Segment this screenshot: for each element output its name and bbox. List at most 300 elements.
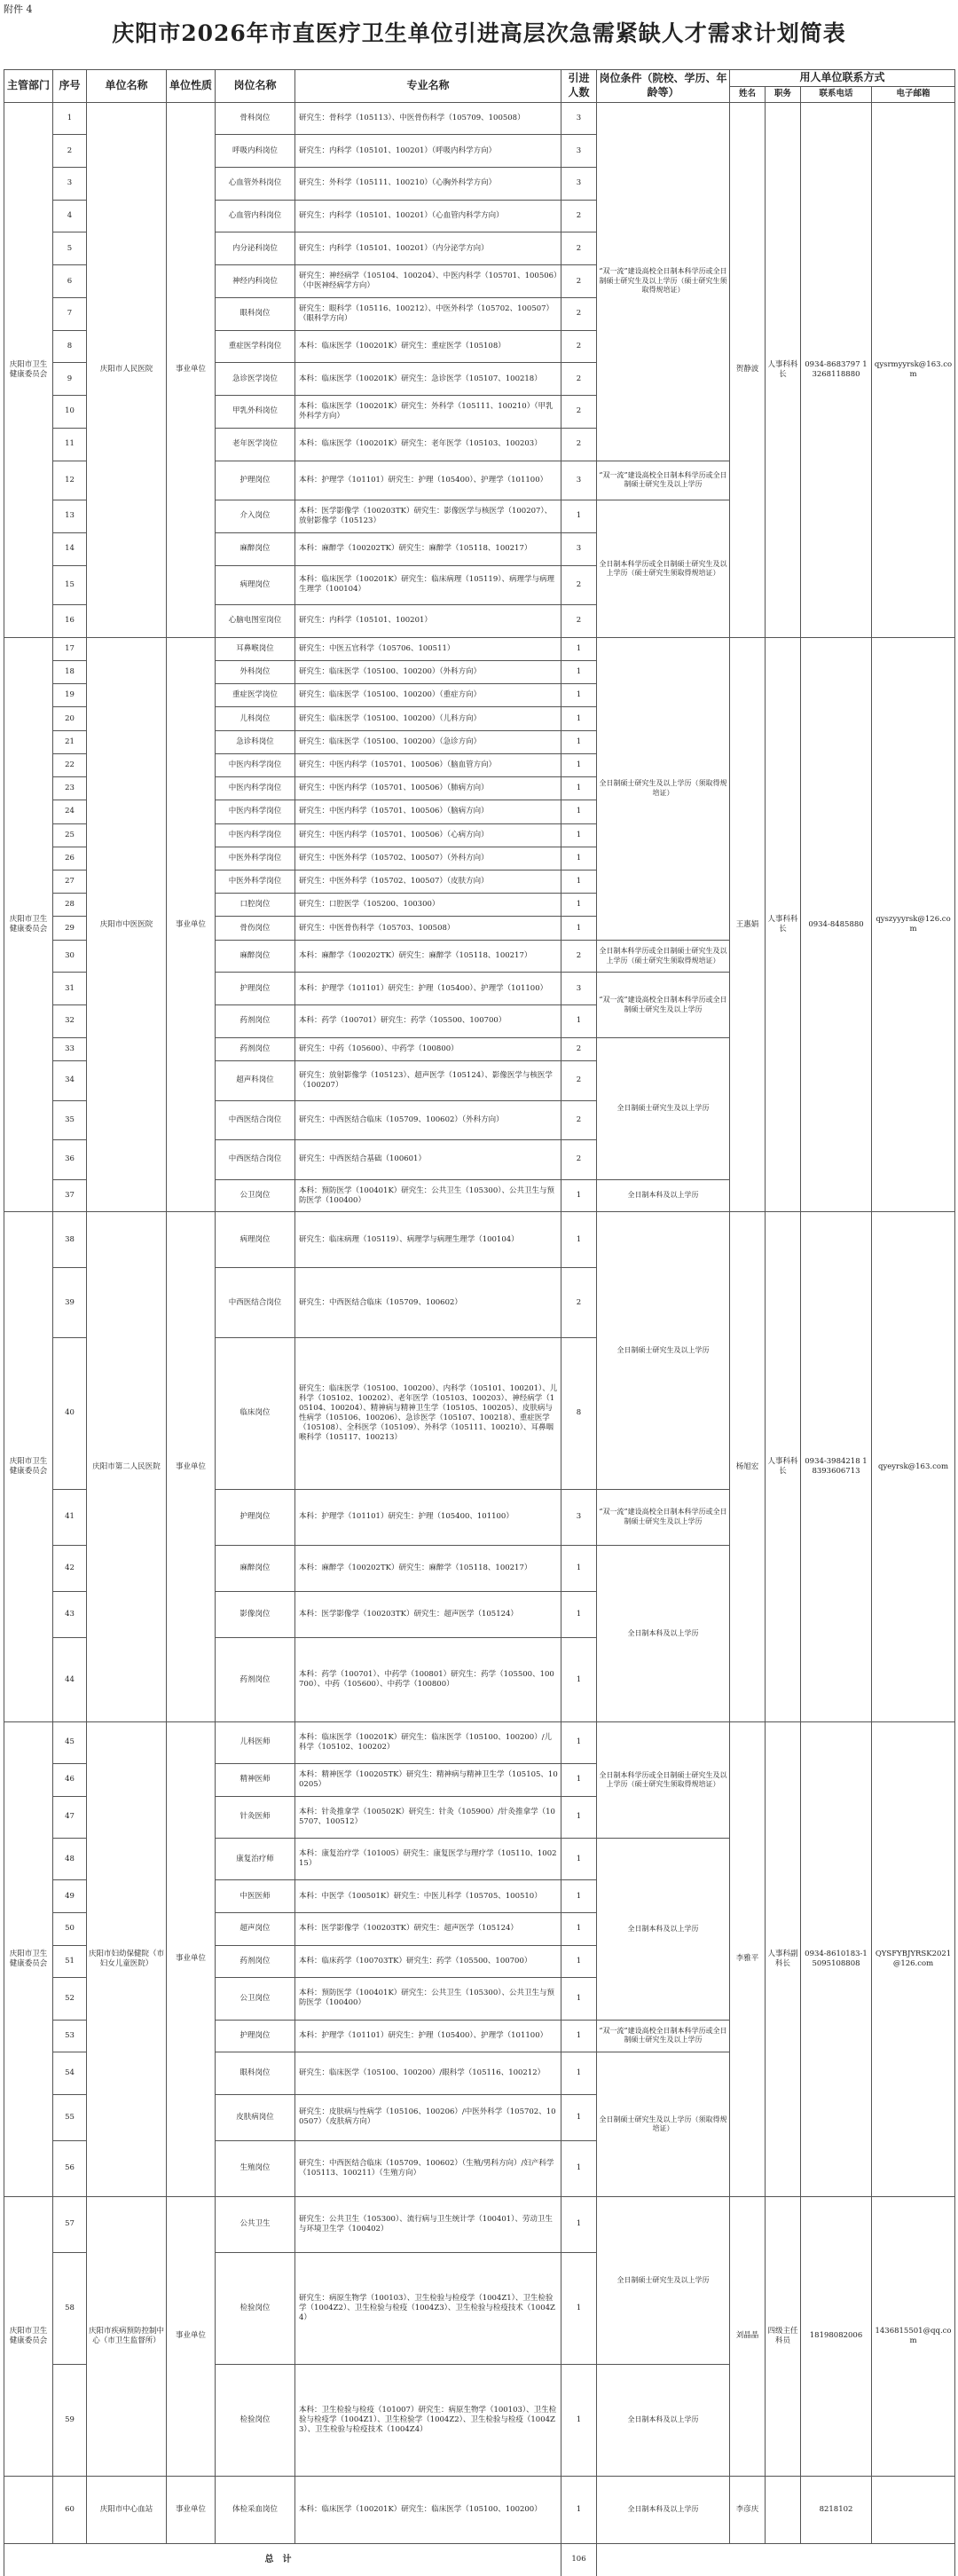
post-cell: 检验岗位 [216,2364,295,2476]
specialty-cell: 研究生：中西医结合临床（105709、100602）（生殖/男科方向）/妇产科学（105113、100211）（生殖方向） [295,2140,561,2196]
count-cell: 3 [561,102,597,135]
seq-cell: 4 [53,200,87,232]
unit-cell: 庆阳市疾病预防控制中心（市卫生监督所） [87,2196,167,2476]
seq-cell: 26 [53,847,87,870]
specialty-cell: 本科：临床医学（100201K）研究生：临床病理（105119）、病理学与病理生理学（100104） [295,565,561,605]
post-cell: 针灸医师 [216,1796,295,1838]
post-cell: 中医外科学岗位 [216,847,295,870]
specialty-cell: 本科：预防医学（100401K）研究生：公共卫生（105300）、公共卫生与预防医学（100400） [295,1179,561,1212]
count-cell: 1 [561,661,597,684]
specialty-cell: 本科：临床药学（100703TK）研究生：药学（105500、100700） [295,1945,561,1978]
count-cell: 1 [561,1912,597,1945]
specialty-cell: 本科：麻醉学（100202TK）研究生：麻醉学（105118、100217） [295,1545,561,1591]
header-contact-group: 用人单位联系方式 [730,70,955,87]
seq-cell: 30 [53,940,87,973]
post-cell: 中医医师 [216,1880,295,1913]
annex-label: 附件 4 [4,4,33,15]
dept-cell: 庆阳市卫生健康委员会 [4,2196,53,2476]
seq-cell: 31 [53,973,87,1005]
post-cell: 超声岗位 [216,1912,295,1945]
specialty-cell: 研究生：内科学（105101、100201） [295,605,561,638]
specialty-cell: 研究生：临床医学（105100、100200）、内科学（105101、100201）、儿科学（105102、100202）、老年医学（105103、100203）、神经病学（105104、100204）、精神病与精神卫生学（105105、100205）、皮肤病与性病学（105106、100206）、急诊医学（105107、100218）、重症医学（105108）、全科医学（105109）、外科学（105111、100210）、耳鼻咽喉科学（105117、100213） [295,1338,561,1490]
specialty-cell: 本科：麻醉学（100202TK）研究生：麻醉学（105118、100217） [295,940,561,973]
post-cell: 心血管内科岗位 [216,200,295,232]
seq-cell: 3 [53,168,87,201]
contact-email-cell: qysrmyyrsk@163.com [872,102,955,637]
post-cell: 体检采血岗位 [216,2476,295,2543]
unit-cell: 庆阳市中心血站 [87,2476,167,2543]
count-cell: 1 [561,2052,597,2094]
post-cell: 心血管外科岗位 [216,168,295,201]
count-cell: 2 [561,940,597,973]
count-cell: 1 [561,2094,597,2140]
seq-cell: 38 [53,1212,87,1268]
post-cell: 中西医结合岗位 [216,1268,295,1338]
conditions-cell: 全日制本科学历或全日制硕士研究生及以上学历（硕士研究生须取得规培证） [597,500,730,638]
count-cell: 1 [561,1545,597,1591]
specialty-cell: 本科：针灸推拿学（100502K）研究生：针灸（105900）/针灸推拿学（105707、100512） [295,1796,561,1838]
post-cell: 骨伤岗位 [216,917,295,940]
header-conditions: 岗位条件（院校、学历、年龄等） [597,70,730,103]
count-cell: 1 [561,730,597,753]
count-cell: 2 [561,200,597,232]
count-cell: 3 [561,973,597,1005]
specialty-cell: 研究生：临床医学（105100、100200）（儿科方向） [295,707,561,730]
count-cell: 2 [561,363,597,396]
specialty-cell: 研究生：中药（105600）、中药学（100800） [295,1037,561,1060]
post-cell: 护理岗位 [216,461,295,500]
post-cell: 中医内科学岗位 [216,823,295,847]
post-cell: 急诊医学岗位 [216,363,295,396]
seq-cell: 28 [53,894,87,917]
conditions-cell: 全日制硕士研究生及以上学历（须取得规培证） [597,2052,730,2197]
dept-cell: 庆阳市卫生健康委员会 [4,637,53,1212]
seq-cell: 55 [53,2094,87,2140]
specialty-cell: 本科：临床医学（100201K）研究生：老年医学（105103、100203） [295,428,561,461]
seq-cell: 57 [53,2196,87,2252]
post-cell: 皮肤病岗位 [216,2094,295,2140]
specialty-cell: 研究生：临床病理（105119）、病理学与病理生理学（100104） [295,1212,561,1268]
table-row [4,2476,955,2543]
count-cell: 1 [561,1212,597,1268]
seq-cell: 51 [53,1945,87,1978]
count-cell: 2 [561,1100,597,1140]
specialty-cell: 研究生：骨科学（105113）、中医骨伤科学（105709、100508） [295,102,561,135]
seq-cell: 42 [53,1545,87,1591]
seq-cell: 16 [53,605,87,638]
specialty-cell: 本科：医学影像学（100203TK）研究生：超声医学（105124） [295,1592,561,1638]
post-cell: 检验岗位 [216,2252,295,2364]
post-cell: 麻醉岗位 [216,940,295,973]
unit-cell: 庆阳市第二人民医院 [87,1212,167,1721]
count-cell: 2 [561,428,597,461]
post-cell: 重症医学科岗位 [216,330,295,363]
seq-cell: 24 [53,800,87,823]
post-cell: 病理岗位 [216,565,295,605]
seq-cell: 37 [53,1179,87,1212]
seq-cell: 15 [53,565,87,605]
conditions-cell: “双一流”建设高校全日制本科学历或全日制硕士研究生及以上学历（硕士研究生须取得规培证） [597,102,730,461]
seq-cell: 49 [53,1880,87,1913]
header-contact-title: 职务 [766,86,801,102]
count-cell: 2 [561,565,597,605]
specialty-cell: 研究生：中西医结合临床（105709、100602）（外科方向） [295,1100,561,1140]
conditions-cell: “双一流”建设高校全日制本科学历或全日制硕士研究生及以上学历 [597,461,730,500]
specialty-cell: 本科：预防医学（100401K）研究生：公共卫生（105300）、公共卫生与预防医学（100400） [295,1978,561,2020]
specialty-cell: 本科：药学（100701）、中药学（100801）研究生：药学（105500、100700）、中药（105600）、中药学（100800） [295,1638,561,1721]
specialty-cell: 本科：护理学（101101）研究生：护理（105400）、护理学（101100） [295,2020,561,2052]
post-cell: 药剂岗位 [216,1037,295,1060]
conditions-cell: 全日制硕士研究生及以上学历 [597,1212,730,1489]
post-cell: 神经内科岗位 [216,265,295,298]
header-post: 岗位名称 [216,70,295,103]
post-cell: 眼科岗位 [216,297,295,330]
count-cell: 1 [561,637,597,660]
seq-cell: 36 [53,1140,87,1180]
specialty-cell: 研究生：中医内科学（105701、100506）（脑血管方向） [295,753,561,776]
post-cell: 药剂岗位 [216,1638,295,1721]
contact-name-cell: 李彦庆 [730,2476,766,2543]
post-cell: 内分泌科岗位 [216,232,295,265]
specialty-cell: 本科：临床医学（100201K）研究生：重症医学（105108） [295,330,561,363]
post-cell: 中西医结合岗位 [216,1100,295,1140]
contact-name-cell: 刘晶晶 [730,2196,766,2476]
specialty-cell: 研究生：中医骨伤科学（105703、100508） [295,917,561,940]
count-cell: 1 [561,684,597,707]
specialty-cell: 本科：麻醉学（100202TK）研究生：麻醉学（105118、100217） [295,532,561,565]
count-cell: 1 [561,1764,597,1797]
seq-cell: 12 [53,461,87,500]
specialty-cell: 研究生：中医五官科学（105706、100511） [295,637,561,660]
post-cell: 药剂岗位 [216,1005,295,1038]
seq-cell: 17 [53,637,87,660]
specialty-cell: 研究生：临床医学（105100、100200）/眼科学（105116、100212） [295,2052,561,2094]
specialty-cell: 本科：护理学（101101）研究生：护理（105400）、护理学（101100） [295,973,561,1005]
seq-cell: 18 [53,661,87,684]
nature-cell: 事业单位 [167,102,216,637]
dept-cell [4,2476,53,2543]
seq-cell: 22 [53,753,87,776]
post-cell: 儿科医师 [216,1721,295,1763]
seq-cell: 8 [53,330,87,363]
contact-phone-cell: 0934-8610183-15095108808 [801,1721,872,2196]
table-header [4,70,955,103]
specialty-cell: 研究生：临床医学（105100、100200）（重症方向） [295,684,561,707]
count-cell: 2 [561,330,597,363]
post-cell: 精神医师 [216,1764,295,1797]
specialty-cell: 本科：医学影像学（100203TK）研究生：影像医学与核医学（100207）、放射影像学（105123） [295,500,561,533]
count-cell: 1 [561,2476,597,2543]
count-cell: 1 [561,707,597,730]
post-cell: 外科岗位 [216,661,295,684]
seq-cell: 25 [53,823,87,847]
count-cell: 1 [561,2252,597,2364]
total-blank [597,2543,955,2576]
post-cell: 中医内科学岗位 [216,777,295,800]
contact-phone-cell: 18198082006 [801,2196,872,2476]
count-cell: 1 [561,1638,597,1721]
specialty-cell: 研究生：中医外科学（105702、100507）（外科方向） [295,847,561,870]
count-cell: 8 [561,1338,597,1490]
conditions-cell: “双一流”建设高校全日制本科学历或全日制硕士研究生及以上学历 [597,973,730,1037]
conditions-cell: 全日制本科及以上学历 [597,1839,730,2021]
post-cell: 康复治疗师 [216,1839,295,1880]
seq-cell: 33 [53,1037,87,1060]
conditions-cell: 全日制本科学历或全日制硕士研究生及以上学历（硕士研究生须取得规培证） [597,1721,730,1838]
post-cell: 公卫岗位 [216,1179,295,1212]
count-cell: 2 [561,605,597,638]
post-cell: 药剂岗位 [216,1945,295,1978]
seq-cell: 19 [53,684,87,707]
post-cell: 呼吸内科岗位 [216,135,295,168]
post-cell: 影像岗位 [216,1592,295,1638]
seq-cell: 29 [53,917,87,940]
specialty-cell: 本科：卫生检验与检疫（101007）研究生：病原生物学（100103）、卫生检验与检疫学（1004Z1）、卫生检验学（1004Z2）、卫生检验与检疫（1004Z3）、卫生检验与检疫技术（1004Z4） [295,2364,561,2476]
contact-email-cell: QYSFYBJYRSK2021@126.com [872,1721,955,2196]
seq-cell: 10 [53,396,87,429]
conditions-cell: 全日制硕士研究生及以上学历 [597,1037,730,1179]
count-cell: 1 [561,1978,597,2020]
count-cell: 3 [561,1489,597,1545]
contact-phone-cell: 8218102 [801,2476,872,2543]
specialty-cell: 本科：医学影像学（100203TK）研究生：超声医学（105124） [295,1912,561,1945]
table-body [4,102,955,2576]
count-cell: 2 [561,1140,597,1180]
specialty-cell: 研究生：病原生物学（100103）、卫生检验与检疫学（1004Z1）、卫生检验学（1004Z2）、卫生检验与检疫（1004Z3）、卫生检验与检疫技术（1004Z4） [295,2252,561,2364]
total-count: 106 [561,2543,597,2576]
count-cell: 1 [561,753,597,776]
header-contact-email: 电子邮箱 [872,86,955,102]
seq-cell: 43 [53,1592,87,1638]
specialty-cell: 本科：中医学（100501K）研究生：中医儿科学（105705、100510） [295,1880,561,1913]
count-cell: 2 [561,232,597,265]
specialty-cell: 本科：康复治疗学（101005）研究生：康复医学与理疗学（105110、100215） [295,1839,561,1880]
header-nature: 单位性质 [167,70,216,103]
contact-name-cell: 贺静波 [730,102,766,637]
contact-title-cell [766,2476,801,2543]
table-row [4,637,955,660]
seq-cell: 54 [53,2052,87,2094]
dept-cell: 庆阳市卫生健康委员会 [4,102,53,637]
nature-cell: 事业单位 [167,1212,216,1721]
specialty-cell: 本科：药学（100701）研究生：药学（105500、100700） [295,1005,561,1038]
specialty-cell: 研究生：内科学（105101、100201）（内分泌学方向） [295,232,561,265]
post-cell: 中医内科学岗位 [216,800,295,823]
seq-cell: 58 [53,2252,87,2364]
table-row [4,1212,955,1268]
contact-title-cell: 人事科副科长 [766,1721,801,2196]
post-cell: 病理岗位 [216,1212,295,1268]
seq-cell: 11 [53,428,87,461]
seq-cell: 32 [53,1005,87,1038]
unit-cell: 庆阳市人民医院 [87,102,167,637]
post-cell: 介入岗位 [216,500,295,533]
count-cell: 3 [561,135,597,168]
specialty-cell: 研究生：公共卫生（105300）、流行病与卫生统计学（100401）、劳动卫生与环境卫生学（100402） [295,2196,561,2252]
count-cell: 2 [561,265,597,298]
post-cell: 超声科岗位 [216,1061,295,1101]
nature-cell: 事业单位 [167,637,216,1212]
post-cell: 甲乳外科岗位 [216,396,295,429]
contact-phone-cell: 0934-3984218 18393606713 [801,1212,872,1721]
conditions-cell: 全日制本科及以上学历 [597,2476,730,2543]
specialty-cell: 研究生：口腔医学（105200、100300） [295,894,561,917]
seq-cell: 60 [53,2476,87,2543]
conditions-cell: “双一流”建设高校全日制本科学历或全日制硕士研究生及以上学历 [597,1489,730,1545]
seq-cell: 46 [53,1764,87,1797]
seq-cell: 52 [53,1978,87,2020]
count-cell: 2 [561,297,597,330]
count-cell: 1 [561,777,597,800]
seq-cell: 21 [53,730,87,753]
seq-cell: 39 [53,1268,87,1338]
post-cell: 中西医结合岗位 [216,1140,295,1180]
post-cell: 麻醉岗位 [216,532,295,565]
contact-phone-cell: 0934-8485880 [801,637,872,1212]
conditions-cell: 全日制本科学历或全日制硕士研究生及以上学历（硕士研究生须取得规培证） [597,940,730,973]
count-cell: 1 [561,800,597,823]
count-cell: 1 [561,823,597,847]
seq-cell: 41 [53,1489,87,1545]
post-cell: 老年医学岗位 [216,428,295,461]
count-cell: 1 [561,1179,597,1212]
seq-cell: 44 [53,1638,87,1721]
count-cell: 2 [561,1061,597,1101]
specialty-cell: 研究生：中西医结合临床（105709、100602） [295,1268,561,1338]
post-cell: 心脑电图室岗位 [216,605,295,638]
count-cell: 1 [561,894,597,917]
contact-title-cell: 人事科科长 [766,1212,801,1721]
specialty-cell: 本科：临床医学（100201K）研究生：外科学（105111、100210）（甲乳外科学方向） [295,396,561,429]
post-cell: 儿科岗位 [216,707,295,730]
seq-cell: 59 [53,2364,87,2476]
seq-cell: 5 [53,232,87,265]
total-label: 总计 [4,2543,561,2576]
count-cell: 3 [561,532,597,565]
conditions-cell: “双一流”建设高校全日制本科学历或全日制硕士研究生及以上学历 [597,2020,730,2052]
seq-cell: 20 [53,707,87,730]
seq-cell: 13 [53,500,87,533]
specialty-cell: 本科：精神医学（100205TK）研究生：精神病与精神卫生学（105105、100205） [295,1764,561,1797]
count-cell: 1 [561,870,597,894]
table-row [4,102,955,135]
requirements-table [4,69,955,2576]
post-cell: 急诊科岗位 [216,730,295,753]
post-cell: 眼科岗位 [216,2052,295,2094]
specialty-cell: 研究生：中西医结合基础（100601） [295,1140,561,1180]
specialty-cell: 研究生：皮肤病与性病学（105106、100206）/中医外科学（105702、100507）（皮肤病方向） [295,2094,561,2140]
seq-cell: 2 [53,135,87,168]
conditions-cell: 全日制本科及以上学历 [597,2364,730,2476]
contact-email-cell: 1436815501@qq.com [872,2196,955,2476]
seq-cell: 35 [53,1100,87,1140]
conditions-cell: 全日制本科及以上学历 [597,1545,730,1721]
count-cell: 1 [561,1592,597,1638]
contact-name-cell: 杨旭宏 [730,1212,766,1721]
post-cell: 中医外科学岗位 [216,870,295,894]
count-cell: 1 [561,2364,597,2476]
post-cell: 公卫岗位 [216,1978,295,2020]
count-cell: 1 [561,1796,597,1838]
count-cell: 1 [561,2020,597,2052]
header-unit: 单位名称 [87,70,167,103]
specialty-cell: 研究生：中医内科学（105701、100506）（脑病方向） [295,800,561,823]
count-cell: 3 [561,168,597,201]
contact-title-cell: 人事科科长 [766,102,801,637]
post-cell: 生殖岗位 [216,2140,295,2196]
contact-phone-cell: 0934-8683797 13268118880 [801,102,872,637]
specialty-cell: 研究生：内科学（105101、100201）（心血管内科学方向） [295,200,561,232]
seq-cell: 6 [53,265,87,298]
count-cell: 1 [561,2140,597,2196]
post-cell: 耳鼻喉岗位 [216,637,295,660]
dept-cell: 庆阳市卫生健康委员会 [4,1212,53,1721]
unit-cell: 庆阳市中医医院 [87,637,167,1212]
header-contact-phone: 联系电话 [801,86,872,102]
contact-name-cell: 李雅平 [730,1721,766,2196]
specialty-cell: 研究生：眼科学（105116、100212）、中医外科学（105702、100507）（眼科学方向） [295,297,561,330]
contact-title-cell: 人事科科长 [766,637,801,1212]
count-cell: 1 [561,1721,597,1763]
specialty-cell: 本科：临床医学（100201K）研究生：临床医学（105100、100200）/儿科学（105102、100202） [295,1721,561,1763]
count-cell: 1 [561,917,597,940]
specialty-cell: 研究生：中医内科学（105701、100506）（肺病方向） [295,777,561,800]
count-cell: 1 [561,1839,597,1880]
specialty-cell: 研究生：中医内科学（105701、100506）（心病方向） [295,823,561,847]
conditions-cell: 全日制硕士研究生及以上学历 [597,2196,730,2364]
post-cell: 护理岗位 [216,1489,295,1545]
count-cell: 1 [561,1945,597,1978]
post-cell: 口腔岗位 [216,894,295,917]
contact-title-cell: 四级主任科员 [766,2196,801,2476]
seq-cell: 9 [53,363,87,396]
post-cell: 中医内科学岗位 [216,753,295,776]
seq-cell: 14 [53,532,87,565]
post-cell: 临床岗位 [216,1338,295,1490]
specialty-cell: 本科：护理学（101101）研究生：护理（105400、101100） [295,1489,561,1545]
contact-email-cell: qyeyrsk@163.com [872,1212,955,1721]
specialty-cell: 研究生：神经病学（105104、100204）、中医内科学（105701、100506）（中医神经病学方向） [295,265,561,298]
count-cell: 1 [561,1005,597,1038]
post-cell: 公共卫生 [216,2196,295,2252]
post-cell: 骨科岗位 [216,102,295,135]
post-cell: 护理岗位 [216,2020,295,2052]
seq-cell: 50 [53,1912,87,1945]
specialty-cell: 研究生：放射影像学（105123）、超声医学（105124）、影像医学与核医学（100207） [295,1061,561,1101]
contact-name-cell: 王惠娟 [730,637,766,1212]
seq-cell: 23 [53,777,87,800]
nature-cell: 事业单位 [167,2196,216,2476]
nature-cell: 事业单位 [167,2476,216,2543]
specialty-cell: 本科：护理学（101101）研究生：护理（105400）、护理学（101100） [295,461,561,500]
specialty-cell: 本科：临床医学（100201K）研究生：急诊医学（105107、100218） [295,363,561,396]
conditions-cell: 全日制本科及以上学历 [597,1179,730,1212]
specialty-cell: 研究生：外科学（105111、100210）（心胸外科学方向） [295,168,561,201]
count-cell: 2 [561,1037,597,1060]
count-cell: 2 [561,1268,597,1338]
dept-cell: 庆阳市卫生健康委员会 [4,1721,53,2196]
seq-cell: 27 [53,870,87,894]
document-title: 庆阳市2026年市直医疗卫生单位引进高层次急需紧缺人才需求计划简表 [112,20,846,46]
seq-cell: 48 [53,1839,87,1880]
table-row [4,1721,955,1763]
post-cell: 重症医学岗位 [216,684,295,707]
header-seq: 序号 [53,70,87,103]
seq-cell: 47 [53,1796,87,1838]
header-dept: 主管部门 [4,70,53,103]
seq-cell: 34 [53,1061,87,1101]
count-cell: 3 [561,461,597,500]
